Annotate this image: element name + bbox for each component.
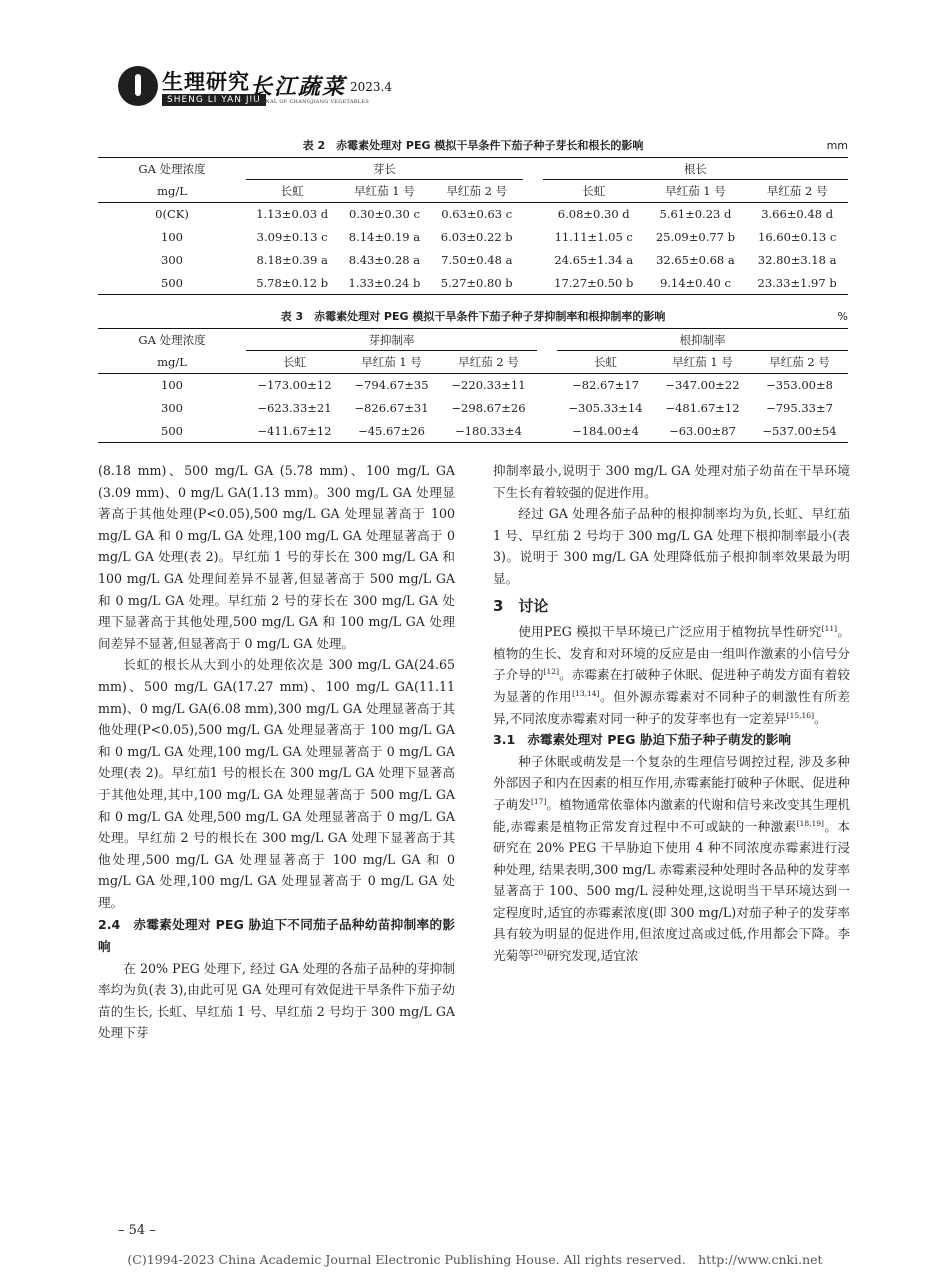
- text-run: 使用PEG 模拟干旱环境已广泛应用于植物抗旱性研究: [518, 624, 822, 640]
- table-cell: 8.14±0.19 a: [348, 230, 421, 244]
- citation: [17]: [530, 796, 547, 806]
- paragraph: 长虹的根长从大到小的处理依次是 300 mg/L GA(24.65 mm)、500 mg/L GA(17.27 mm)、100 mg/L GA(11.11 mm)、0 mg/L GA(6.08 mm),300 mg/L GA 处理显著高于其他处理(P<0.05),500 mg/L GA 处理显著高于 100 mg/L GA 和 0 mg/L GA 处理,100 mg/L GA 处理显著高于 0 mg/L GA 处理(表 2)。早红茄1 号的根长在 300 mg/L GA 处理下显著高于其他处理,其中,100 mg/L GA 处理显著高于 500 mg/L GA 和 0 mg/L GA 处理,500 mg/L GA 处理显著高于 0 mg/L GA 处理。早红茄 2 号的根长在 300 mg/L GA 处理下显著高于其他处理,500 mg/L GA 处理显著高于 100 mg/L GA 和 0 mg/L GA 处理,100 mg/L GA 处理显著高于 0 mg/L GA 处理。: [98, 657, 455, 910]
- table-cell: −180.33±4: [455, 423, 522, 438]
- table-2-unit: mm: [826, 139, 848, 152]
- text-run: 研究发现,适宜浓: [546, 948, 639, 964]
- table-row: [98, 203, 848, 226]
- text-run: 。本研究在 20% PEG 干旱胁迫下使用 4 种不同浓度赤霉素进行浸种处理, 结果表明,300 mg/L 赤霉素浸种处理时各品种的发芽率显著高于 100、500 mg/L 浸种处理,这说明当干旱环境达到一定程度时,适宜的赤霉素浓度(即 300 mg/L)对茄子种子的发芽率具有较为明显的促进作用,但浓度过高或过低,作用都会下降。李光菊等: [493, 818, 850, 964]
- table-cell: −411.67±12: [257, 423, 332, 438]
- table-cell: 1.33±0.24 b: [348, 275, 421, 290]
- table-cell: 23.33±1.97 b: [757, 275, 837, 290]
- text-run: 。但外源赤霉素对不同种子的刺激性有所差异,不同浓度赤霉素对同一种子的发芽率也有一定差异: [493, 688, 851, 726]
- table-cell: 8.18±0.39 a: [256, 253, 328, 267]
- table-cell: −173.00±12: [246, 374, 343, 397]
- table-cell: −623.33±21: [257, 401, 332, 415]
- text-run: 。赤霉素在打破种子休眠、促进种子萌发方面有着较为显著的作用: [493, 667, 851, 704]
- journal-name-english: JOURNAL OF CHANGJIANG VEGETABLES: [250, 99, 370, 105]
- table-cell: 7.50±0.48 a: [441, 253, 513, 267]
- table-cell: −184.00±4: [572, 423, 639, 438]
- table-2-group-shoot: 芽长: [246, 158, 523, 180]
- paragraph: 抑制率最小,说明于 300 mg/L GA 处理对茄子幼苗在干旱环境下生长有着较强的促进作用。: [493, 463, 850, 500]
- section-title: 赤霉素处理对 PEG 胁迫下茄子种子萌发的影响: [527, 732, 791, 748]
- table-cell: −347.00±22: [654, 374, 751, 397]
- table-cell: 100: [161, 230, 183, 244]
- table-3-subcol: 早红茄 1 号: [361, 355, 422, 369]
- table-3-title: 表 3 赤霉素处理对 PEG 模拟干旱条件下茄子种子芽抑制率和根抑制率的影响: [280, 310, 666, 323]
- table-cell: 6.03±0.22 b: [440, 230, 513, 244]
- table-2-grid: [98, 157, 848, 295]
- table-cell: 300: [161, 401, 183, 415]
- table-cell: −794.67±35: [343, 374, 440, 397]
- section-logo-text: 生理研究: [162, 70, 250, 94]
- table-cell: 0.30±0.30 c: [338, 203, 430, 226]
- table-3-subcol: 早红茄 2 号: [769, 355, 830, 369]
- section-number: 2.4: [98, 917, 121, 933]
- left-column: [98, 460, 455, 1044]
- table-2-subcol: 早红茄 2 号: [446, 184, 508, 198]
- section-title: 赤霉素处理对 PEG 胁迫下不同茄子品种幼苗抑制率的影响: [98, 917, 455, 955]
- table-3-subcol: 早红茄 2 号: [458, 355, 519, 369]
- table-cell: 16.60±0.13 c: [758, 230, 837, 244]
- table-cell: 11.11±1.05 c: [554, 230, 633, 244]
- table-2-header-ga: GA 处理浓度: [138, 161, 206, 176]
- table-cell: 500: [161, 423, 183, 438]
- table-2: [98, 137, 848, 295]
- right-column: [493, 460, 850, 967]
- table-cell: 32.65±0.68 a: [656, 253, 735, 267]
- citation: [13,14]: [572, 688, 600, 698]
- paragraph: (8.18 mm)、500 mg/L GA (5.78 mm)、100 mg/L GA (3.09 mm)、0 mg/L GA(1.13 mm)。300 mg/L GA 处理显著高于其他处理(P<0.05),500 mg/L GA 处理显著高于 100 mg/L GA 和 0 mg/L GA 处理,100 mg/L GA 处理显著高于 0 mg/L GA 处理(表 2)。早红茄 1 号的芽长在 300 mg/L GA 和 100 mg/L GA 处理间差异不显著,但显著高于 500 mg/L GA 和 0 mg/L GA 处理。早红茄 2 号的芽长在 300 mg/L GA 处理下显著高于其他处理,500 mg/L GA 和 100 mg/L GA 处理间差异不显著,但显著高于 0 mg/L GA 处理。: [98, 463, 455, 651]
- table-3-header-unit: mg/L: [157, 354, 187, 369]
- table-cell: 5.78±0.12 b: [256, 275, 329, 290]
- table-cell: 6.08±0.30 d: [543, 203, 645, 226]
- paragraph: 经过 GA 处理各茄子品种的根抑制率均为负,长虹、早红茄 1 号、早红茄 2 号均于 300 mg/L GA 处理下根抑制率最小(表 3)。说明于 300 mg/L GA 处理降低茄子根抑制率效果最为明显。: [493, 506, 850, 586]
- table-cell: 5.61±0.23 d: [645, 203, 747, 226]
- table-cell: −537.00±54: [762, 423, 837, 438]
- table-2-title: 表 2 赤霉素处理对 PEG 模拟干旱条件下茄子种子芽长和根长的影响: [302, 139, 644, 152]
- page-number: – 54 –: [118, 1223, 156, 1238]
- table-cell: 0(CK): [98, 203, 246, 226]
- paragraph: 在 20% PEG 处理下, 经过 GA 处理的各茄子品种的芽抑制率均为负(表 3),由此可见 GA 处理可有效促进干旱条件下茄子幼苗的生长, 长虹、早红茄 1 号、早红茄 2 号均于 300 mg/L GA 处理下芽: [98, 960, 455, 1041]
- table-row: [98, 397, 848, 420]
- paragraph: [493, 751, 850, 967]
- text-run: 种子休眠或萌发是一个复杂的生理信号调控过程, 涉及多种外部因子和内在因素的相互作用,赤霉素能打破种子休眠、促进种子萌发: [493, 753, 850, 812]
- table-cell: 500: [161, 275, 183, 290]
- table-cell: −795.33±7: [766, 401, 833, 415]
- table-cell: 100: [98, 374, 246, 397]
- journal-header: [118, 66, 838, 112]
- paragraph: [493, 621, 850, 729]
- section-heading-3-1: [493, 729, 850, 751]
- table-cell: −63.00±87: [669, 423, 736, 438]
- table-3-subcol: 早红茄 1 号: [672, 355, 733, 369]
- section-heading-3: 3 讨论: [493, 596, 549, 615]
- section-logo-pinyin: SHENG LI YAN JIU: [162, 94, 266, 106]
- table-2-subcol: 长虹: [582, 184, 606, 198]
- table-cell: −826.67±31: [354, 401, 429, 415]
- table-cell: 5.27±0.80 b: [440, 275, 513, 290]
- text-run: 。: [814, 710, 827, 726]
- table-cell: −298.67±26: [451, 401, 526, 415]
- table-2-subcol: 长虹: [280, 184, 304, 198]
- table-cell: 9.14±0.40 c: [659, 275, 731, 290]
- table-cell: 8.43±0.28 a: [348, 253, 421, 267]
- table-3-grid: [98, 328, 848, 443]
- table-2-header-unit: mg/L: [157, 183, 187, 198]
- table-row: [98, 272, 848, 295]
- citation: [12]: [543, 667, 560, 677]
- citation: [11]: [821, 623, 838, 633]
- table-cell: 1.13±0.03 d: [246, 203, 338, 226]
- table-2-group-root: 根长: [543, 158, 848, 180]
- table-row: [98, 226, 848, 249]
- table-3-unit: %: [837, 310, 848, 323]
- table-cell: 32.80±3.18 a: [757, 253, 837, 267]
- table-cell: 24.65±1.34 a: [554, 253, 634, 267]
- table-2-subcol: 早红茄 2 号: [766, 184, 828, 198]
- table-cell: 3.66±0.48 d: [746, 203, 848, 226]
- table-cell: −220.33±11: [440, 374, 537, 397]
- table-cell: 17.27±0.50 b: [554, 275, 634, 290]
- citation: [15,16]: [786, 710, 814, 720]
- table-cell: 300: [161, 253, 183, 267]
- citation: [20]: [530, 947, 547, 957]
- table-cell: −45.67±26: [358, 423, 425, 438]
- table-3: [98, 308, 848, 443]
- table-3-group-shoot: 芽抑制率: [246, 329, 537, 351]
- table-3-header-ga: GA 处理浓度: [138, 332, 206, 347]
- table-3-subcol: 长虹: [594, 355, 617, 369]
- issue-number: 2023.4: [350, 80, 392, 94]
- table-cell: −305.33±14: [568, 401, 643, 415]
- table-cell: 25.09±0.77 b: [655, 230, 736, 244]
- table-cell: −82.67±17: [557, 374, 654, 397]
- table-2-subcol: 早红茄 1 号: [665, 184, 726, 198]
- citation: [18,19]: [796, 818, 824, 828]
- table-row: [98, 249, 848, 272]
- table-2-subcol: 早红茄 1 号: [354, 184, 415, 198]
- text-run: 。植物通常依靠体内激素的代谢和信号来改变其生理机能,赤霉素是植物正常发育过程中不可或缺的一种激素: [493, 796, 851, 834]
- copyright-notice: (C)1994-2023 China Academic Journal Electronic Publishing House. All rights reserved. http://www.cnki.net: [127, 1252, 823, 1267]
- section-heading-2-4: [98, 914, 455, 957]
- table-cell: 3.09±0.13 c: [256, 230, 328, 244]
- text-run: 。植物的生长、发育和对环境的反应是由一组叫作激素的小信号分子介导的: [493, 624, 851, 683]
- table-cell: −481.67±12: [665, 401, 740, 415]
- table-row: [98, 374, 848, 397]
- thermometer-logo-icon: [118, 66, 158, 106]
- table-3-group-root: 根抑制率: [557, 329, 848, 351]
- table-cell: −353.00±8: [751, 374, 848, 397]
- section-number: 3.1: [493, 732, 516, 748]
- journal-name: 长江蔬菜: [250, 74, 347, 100]
- table-row: [98, 420, 848, 443]
- table-3-subcol: 长虹: [283, 355, 306, 369]
- table-cell: 0.63±0.63 c: [431, 203, 523, 226]
